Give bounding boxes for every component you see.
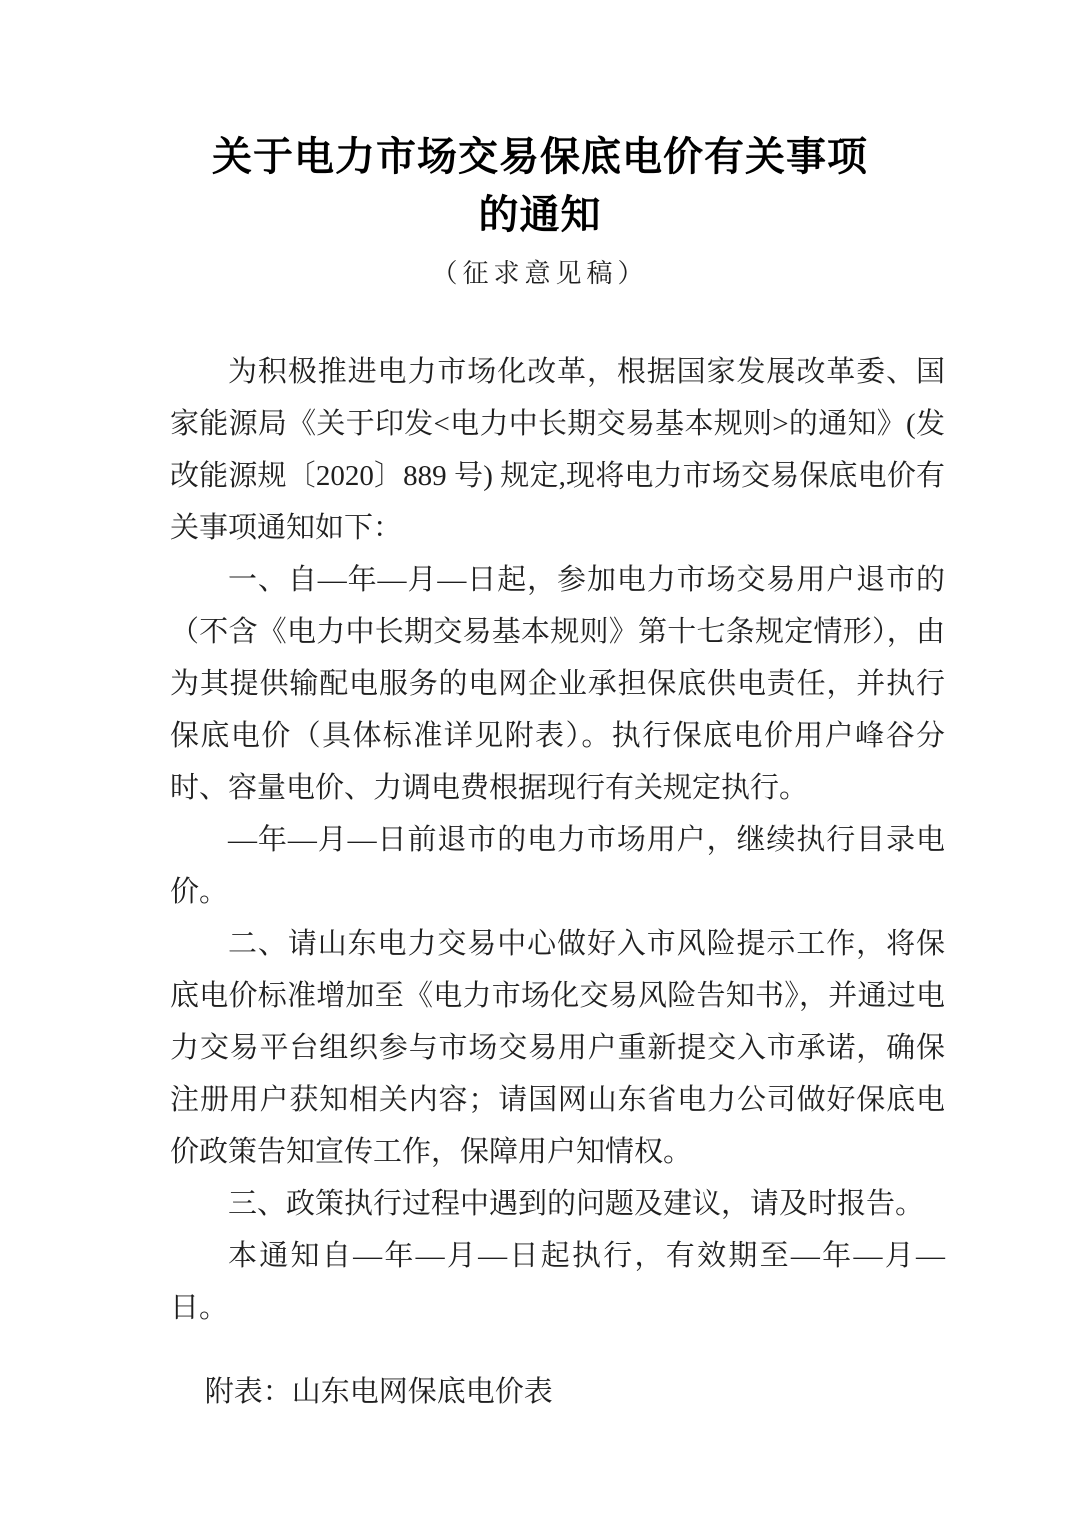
paragraph-item-3: 三、政策执行过程中遇到的问题及建议，请及时报告。: [228, 1188, 925, 1220]
document-title: [0, 128, 1080, 244]
document-body: [0, 346, 1080, 1418]
attachment-reference: 附表：山东电网保底电价表: [204, 1376, 553, 1408]
document-title-line-2: 的通知: [478, 193, 602, 237]
document-header: [0, 0, 1080, 290]
paragraph-intro: 为积极推进电力市场化改革，根据国家发展改革委、国家能源局《关于印发<电力中长期交易基本规则>的通知》(发改能源规〔2020〕889 号) 规定,现将电力市场交易保底电价有关事项通知如下：: [170, 356, 945, 544]
paragraph-item-2: 二、请山东电力交易中心做好入市风险提示工作，将保底电价标准增加至《电力市场化交易风险告知书》，并通过电力交易平台组织参与市场交易用户重新提交入市承诺，确保注册用户获知相关内容；请国网山东省电力公司做好保底电价政策告知宣传工作，保障用户知情权。: [170, 928, 945, 1168]
paragraph-effective-period: 本通知自—年—月—日起执行，有效期至—年—月—日。: [170, 1240, 945, 1324]
document-subtitle-draft-note: （征求意见稿）: [431, 259, 649, 288]
paragraph-item-1-supplement: —年—月—日前退市的电力市场用户，继续执行目录电价。: [170, 824, 945, 908]
document-title-line-1: 关于电力市场交易保底电价有关事项: [212, 135, 868, 179]
paragraph-item-1: 一、自—年—月—日起，参加电力市场交易用户退市的（不含《电力中长期交易基本规则》第十七条规定情形），由为其提供输配电服务的电网企业承担保底供电责任，并执行保底电价（具体标准详见附表）。执行保底电价用户峰谷分时、容量电价、力调电费根据现行有关规定执行。: [170, 564, 945, 804]
